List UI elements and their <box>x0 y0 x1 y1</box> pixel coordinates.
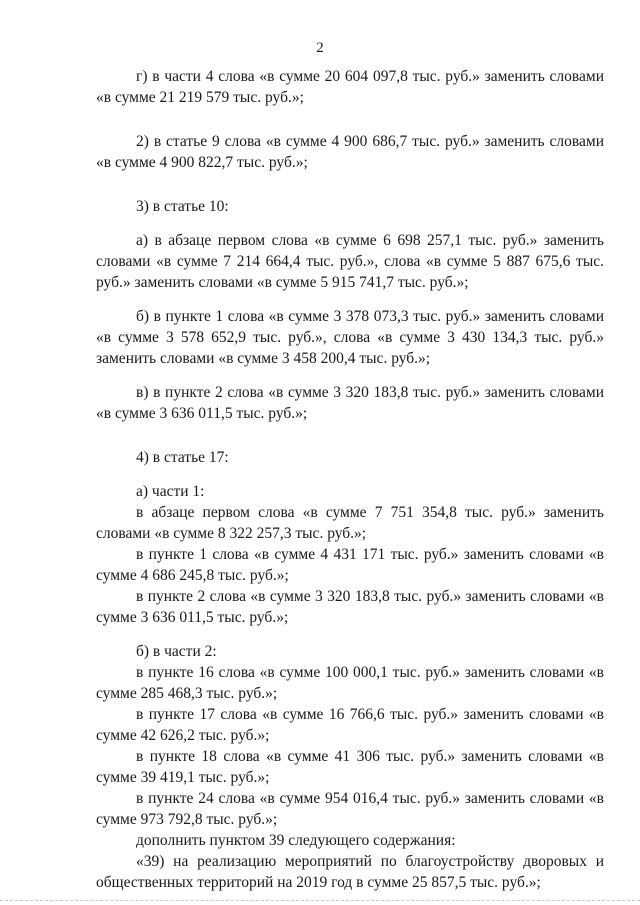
amendment-article-17-b-point-16: в пункте 16 слова «в сумме 100 000,1 тыс. руб.» заменить словами «в сумме 285 468,3 тыс. руб.»; <box>96 664 604 702</box>
page-number: 2 <box>316 40 324 56</box>
amendment-article-17-a-first-paragraph: в абзаце первом слова «в сумме 7 751 354,8 тыс. руб.» заменить словами «в сумме 8 322 257,3 тыс. руб.»; <box>96 504 604 542</box>
amendment-article-17-b-point-24: в пункте 24 слова «в сумме 954 016,4 тыс. руб.» заменить словами «в сумме 973 792,8 тыс. руб.»; <box>96 790 604 828</box>
amendment-article-17-b-point-18: в пункте 18 слова «в сумме 41 306 тыс. руб.» заменить словами «в сумме 39 419,1 тыс. руб.»; <box>96 748 604 786</box>
amendment-article-10-heading: 3) в статье 10: <box>136 198 229 215</box>
amendment-article-17-a-point-2: в пункте 2 слова «в сумме 3 320 183,8 тыс. руб.» заменить словами «в сумме 3 636 011,5 тыс. руб.»; <box>96 588 604 626</box>
document-body <box>96 66 604 893</box>
amendment-article-9: 2) в статье 9 слова «в сумме 4 900 686,7 тыс. руб.» заменить словами «в сумме 4 900 822,7 тыс. руб.»; <box>96 133 604 171</box>
amendment-article-17-a-heading: а) части 1: <box>136 483 205 500</box>
amendment-article-17-b-point-17: в пункте 17 слова «в сумме 16 766,6 тыс. руб.» заменить словами «в сумме 42 626,2 тыс. руб.»; <box>96 706 604 744</box>
amendment-article-17-b-heading: б) в части 2: <box>136 643 217 660</box>
amendment-article-17-heading: 4) в статье 17: <box>136 449 229 466</box>
amendment-item-g: г) в части 4 слова «в сумме 20 604 097,8 тыс. руб.» заменить словами «в сумме 21 219 579 тыс. руб.»; <box>96 68 604 106</box>
amendment-add-point-39: дополнить пунктом 39 следующего содержания: <box>136 832 456 849</box>
amendment-article-10-b: б) в пункте 1 слова «в сумме 3 378 073,3 тыс. руб.» заменить словами «в сумме 3 578 652,9 тыс. руб.», слова «в сумме 3 430 134,3 тыс. руб.» заменить словами «в сумме 3 458 200,4 тыс. руб.»; <box>96 308 604 367</box>
amendment-article-17-a-point-1: в пункте 1 слова «в сумме 4 431 171 тыс. руб.» заменить словами «в сумме 4 686 245,8 тыс. руб.»; <box>96 546 604 584</box>
amendment-article-10-v: в) в пункте 2 слова «в сумме 3 320 183,8 тыс. руб.» заменить словами «в сумме 3 636 011,5 тыс. руб.»; <box>96 384 604 422</box>
amendment-article-10-a: а) в абзаце первом слова «в сумме 6 698 257,1 тыс. руб.» заменить словами «в сумме 7 214 664,4 тыс. руб.», слова «в сумме 5 887 675,6 тыс. руб.» заменить словами «в сумме 5 915 741,7 тыс. руб.»; <box>96 232 604 291</box>
page-bottom-edge <box>0 900 640 901</box>
point-39-text: «39) на реализацию мероприятий по благоустройству дворовых и общественных территорий на 2019 год в сумме 25 857,5 тыс. руб.»; <box>96 853 604 891</box>
